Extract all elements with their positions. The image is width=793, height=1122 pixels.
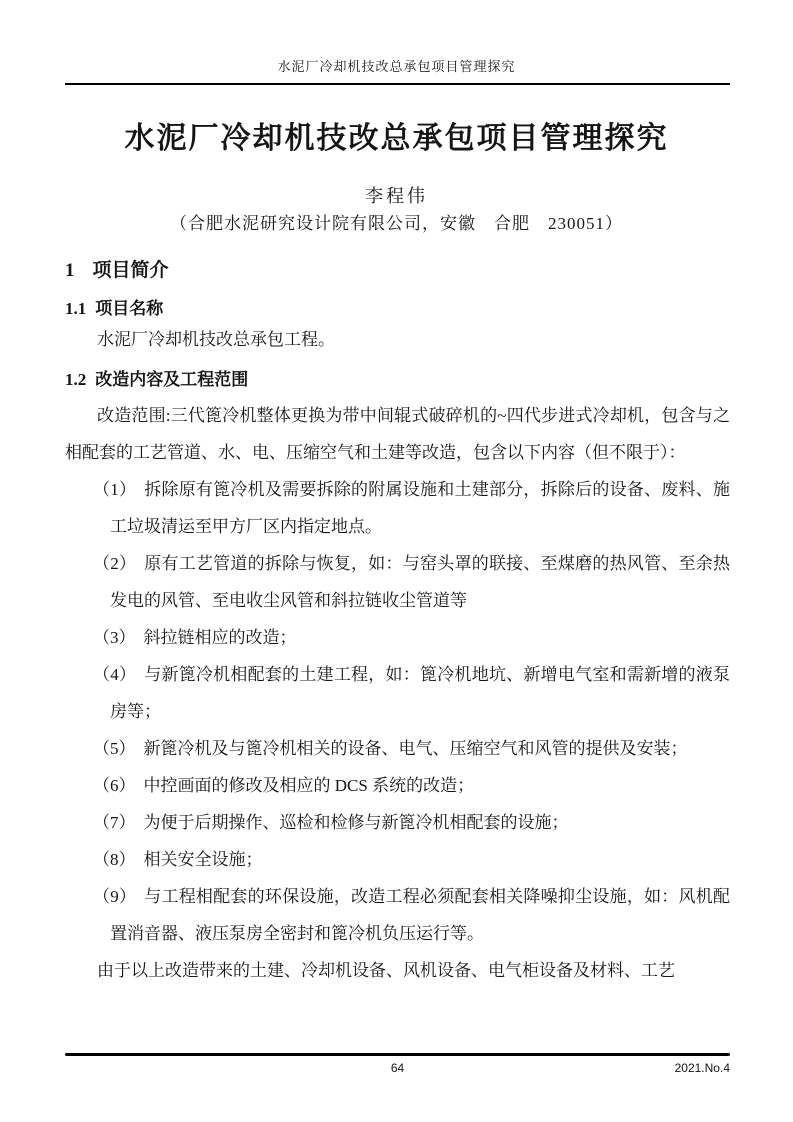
list-item-marker: （9） [93, 887, 137, 906]
paragraph-project-name: 水泥厂冷却机技改总承包工程。 [97, 330, 335, 349]
list-item-marker: （2） [93, 554, 137, 573]
footer-rule [65, 1053, 730, 1056]
list-item-marker: （8） [93, 850, 136, 869]
list-item-marker: （7） [93, 813, 136, 832]
section-title: 项目简介 [92, 260, 169, 281]
list-item-text: 斜拉链相应的改造； [143, 628, 297, 647]
list-item-text: 与新篦冷机相配套的土建工程，如：篦冷机地坑、新增电气室和需新增的液泵房等； [110, 665, 731, 721]
subsection-heading-1-1 [65, 297, 730, 321]
list-item-text: 为便于后期操作、巡检和检修与新篦冷机相配套的设施； [143, 813, 569, 832]
author-name: 李程伟 [365, 186, 428, 206]
subsection-number: 1.1 [65, 299, 87, 318]
list-item-marker: （6） [93, 776, 136, 795]
list-item [65, 545, 730, 619]
list-item [65, 656, 730, 730]
list-item-text: 拆除原有篦冷机及需要拆除的附属设施和土建部分，拆除后的设备、废料、施工垃圾清运至甲方厂区内指定地点。 [110, 480, 731, 536]
page-number: 64 [390, 1061, 405, 1075]
article-body [65, 257, 730, 989]
author-affiliation: （合肥水泥研究设计院有限公司，安徽 合肥 230051） [170, 214, 623, 233]
list-item [65, 878, 730, 952]
list-item [65, 767, 730, 804]
subsection-number: 1.2 [65, 370, 87, 389]
list-item [65, 841, 730, 878]
list-item [65, 619, 730, 656]
list-item-text: 与工程相配套的环保设施，改造工程必须配套相关降噪抑尘设施，如：风机配置消音器、液压泵房全密封和篦冷机负压运行等。 [110, 887, 731, 943]
subsection-heading-1-2 [65, 368, 730, 392]
section-number: 1 [65, 260, 75, 281]
issue-label: 2021.No.4 [674, 1061, 730, 1075]
subsection-title: 改造内容及工程范围 [95, 370, 249, 389]
page-footer [65, 1060, 730, 1076]
list-item-text: 原有工艺管道的拆除与恢复，如：与窑头罩的联接、至煤磨的热风管、至余热发电的风管、至电收尘风管和斜拉链收尘管道等 [110, 554, 731, 610]
header-rule [65, 83, 730, 85]
running-header: 水泥厂冷却机技改总承包项目管理探究 [277, 59, 516, 74]
list-item-text: 中控画面的修改及相应的 DCS 系统的改造； [143, 776, 475, 795]
article-title: 水泥厂冷却机技改总承包项目管理探究 [124, 122, 669, 155]
list-item-marker: （5） [93, 739, 136, 758]
section-heading-1 [65, 257, 730, 284]
list-item-marker: （3） [93, 628, 136, 647]
list-item [65, 471, 730, 545]
list-item [65, 804, 730, 841]
paragraph-closing: 由于以上改造带来的土建、冷却机设备、风机设备、电气柜设备及材料、工艺 [97, 961, 675, 980]
list-item [65, 730, 730, 767]
list-item-marker: （4） [93, 665, 137, 684]
list-item-marker: （1） [93, 480, 137, 499]
list-item-text: 新篦冷机及与篦冷机相关的设备、电气、压缩空气和风管的提供及安装； [143, 739, 688, 758]
subsection-title: 项目名称 [95, 299, 164, 318]
list-item-text: 相关安全设施； [143, 850, 263, 869]
paragraph-scope-intro: 改造范围:三代篦冷机整体更换为带中间辊式破碎机的~四代步进式冷却机，包含与之相配套的工艺管道、水、电、压缩空气和土建等改造，包含以下内容（但不限于）： [65, 406, 730, 462]
